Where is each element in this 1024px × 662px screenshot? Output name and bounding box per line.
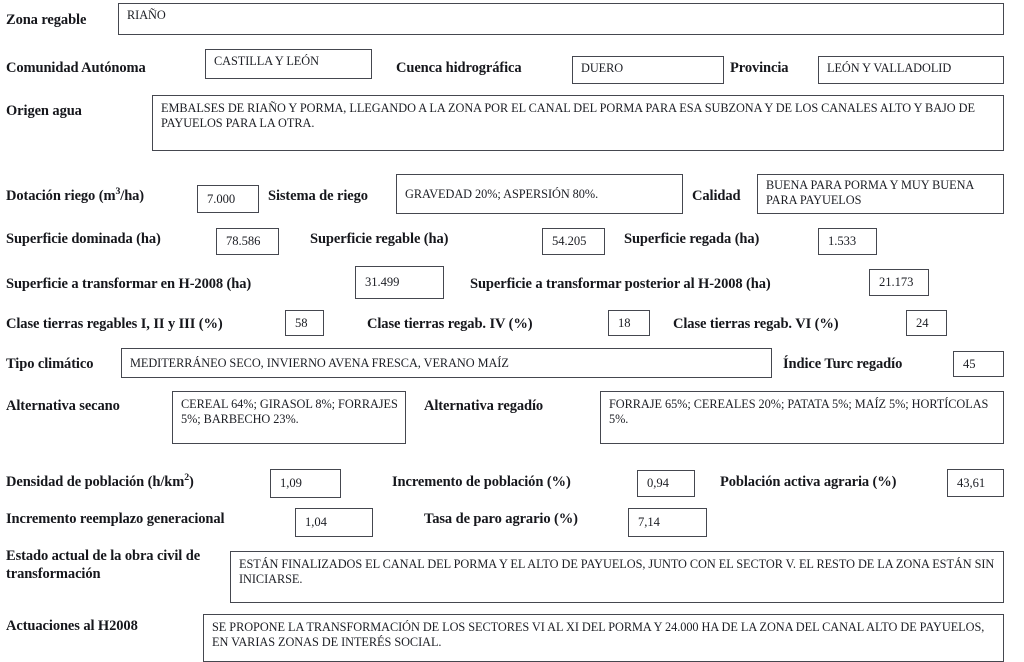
label-tipo-climatico: Tipo climático	[6, 356, 94, 372]
label-estado-obra-civil: Estado actual de la obra civil de transformación	[6, 548, 201, 582]
field-zona-regable[interactable]: RIAÑO	[118, 3, 1004, 35]
field-superficie-regada[interactable]: 1.533	[818, 228, 877, 255]
label-clase-tierras-vi: Clase tierras regab. VI (%)	[673, 316, 839, 332]
field-clase-tierras-vi[interactable]: 24	[906, 310, 947, 336]
label-alternativa-secano: Alternativa secano	[6, 398, 120, 414]
field-tipo-climatico[interactable]: MEDITERRÁNEO SECO, INVIERNO AVENA FRESCA, VERANO MAÍZ	[121, 348, 772, 378]
field-clase-tierras-iv[interactable]: 18	[608, 310, 650, 336]
field-alternativa-secano[interactable]: CEREAL 64%; GIRASOL 8%; FORRAJES 5%; BARBECHO 23%.	[172, 391, 406, 444]
field-superficie-regable[interactable]: 54.205	[542, 228, 605, 255]
field-calidad[interactable]: BUENA PARA PORMA Y MUY BUENA PARA PAYUELOS	[757, 174, 1004, 214]
label-incremento-reemplazo-generacional: Incremento reemplazo generacional	[6, 511, 225, 527]
label-clase-tierras-i-ii-iii: Clase tierras regables I, II y III (%)	[6, 316, 223, 332]
field-superficie-dominada[interactable]: 78.586	[216, 228, 279, 255]
label-dotacion-riego	[6, 188, 144, 205]
label-densidad-poblacion-exponent: 2	[184, 472, 190, 484]
label-superficie-transformar-h2008: Superficie a transformar en H-2008 (ha)	[6, 276, 252, 292]
field-actuaciones-h2008[interactable]: SE PROPONE LA TRANSFORMACIÓN DE LOS SECTORES VI AL XI DEL PORMA Y 24.000 HA DE LA ZONA DEL CANAL ALTO DE PAYUELOS, EN VARIAS ZONAS DE INTERÉS SOCIAL.	[203, 614, 1004, 662]
label-densidad-poblacion	[6, 474, 194, 491]
label-zona-regable: Zona regable	[6, 12, 87, 28]
field-comunidad-autonoma[interactable]: CASTILLA Y LEÓN	[205, 49, 372, 79]
field-dotacion-riego[interactable]: 7.000	[197, 185, 259, 213]
field-superficie-transformar-posterior[interactable]: 21.173	[869, 269, 929, 296]
field-clase-tierras-i-ii-iii[interactable]: 58	[285, 310, 324, 336]
label-poblacion-activa-agraria: Población activa agraria (%)	[720, 474, 897, 490]
field-provincia[interactable]: LEÓN Y VALLADOLID	[818, 56, 1004, 84]
label-superficie-dominada: Superficie dominada (ha)	[6, 231, 161, 247]
field-origen-agua[interactable]: EMBALSES DE RIAÑO Y PORMA, LLEGANDO A LA ZONA POR EL CANAL DEL PORMA PARA ESA SUBZONA Y DE LOS CANALES ALTO Y BAJO DE PAYUELOS PARA LA OTRA.	[152, 95, 1004, 151]
field-incremento-reemplazo-generacional[interactable]: 1,04	[295, 508, 373, 537]
label-superficie-regada: Superficie regada (ha)	[624, 231, 760, 247]
label-calidad: Calidad	[692, 188, 741, 204]
field-estado-obra-civil[interactable]: ESTÁN FINALIZADOS EL CANAL DEL PORMA Y EL ALTO DE PAYUELOS, JUNTO CON EL SECTOR V. EL RESTO DE LA ZONA ESTÁN SIN INICIARSE.	[230, 551, 1004, 603]
label-sistema-riego: Sistema de riego	[268, 188, 368, 204]
field-alternativa-regadio[interactable]: FORRAJE 65%; CEREALES 20%; PATATA 5%; MAÍZ 5%; HORTÍCOLAS 5%.	[600, 391, 1004, 444]
label-dotacion-riego-pre: Dotación riego (m	[6, 188, 116, 204]
label-clase-tierras-iv: Clase tierras regab. IV (%)	[367, 316, 533, 332]
label-dotacion-riego-exponent: 3	[115, 186, 121, 198]
label-dotacion-riego-post: /ha)	[120, 188, 145, 204]
field-superficie-transformar-h2008[interactable]: 31.499	[355, 266, 444, 299]
label-cuenca-hidrografica: Cuenca hidrográfica	[396, 60, 522, 76]
label-densidad-poblacion-post: )	[189, 474, 194, 490]
label-indice-turc-regadio: Índice Turc regadío	[783, 356, 903, 372]
field-incremento-poblacion[interactable]: 0,94	[637, 470, 695, 497]
field-cuenca-hidrografica[interactable]: DUERO	[572, 56, 724, 84]
field-poblacion-activa-agraria[interactable]: 43,61	[947, 469, 1004, 497]
field-densidad-poblacion[interactable]: 1,09	[270, 469, 341, 498]
field-sistema-riego[interactable]: GRAVEDAD 20%; ASPERSIÓN 80%.	[396, 174, 683, 214]
label-densidad-poblacion-pre: Densidad de población (h/km	[6, 474, 185, 490]
label-comunidad-autonoma: Comunidad Autónoma	[6, 60, 146, 76]
label-tasa-paro-agrario: Tasa de paro agrario (%)	[424, 511, 578, 527]
label-origen-agua: Origen agua	[6, 103, 82, 119]
field-tasa-paro-agrario[interactable]: 7,14	[628, 508, 707, 537]
label-actuaciones-h2008: Actuaciones al H2008	[6, 618, 138, 634]
field-indice-turc-regadio[interactable]: 45	[953, 351, 1004, 377]
label-incremento-poblacion: Incremento de población (%)	[392, 474, 571, 490]
label-superficie-transformar-posterior: Superficie a transformar posterior al H-2008 (ha)	[470, 276, 771, 292]
label-provincia: Provincia	[730, 60, 789, 76]
label-alternativa-regadio: Alternativa regadío	[424, 398, 544, 414]
label-superficie-regable: Superficie regable (ha)	[310, 231, 449, 247]
